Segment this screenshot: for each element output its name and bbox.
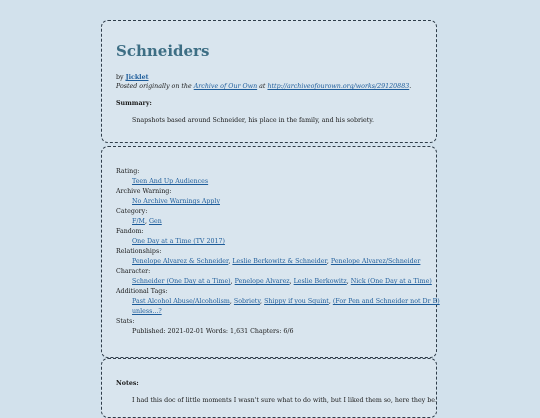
category-label: Category: <box>116 208 148 215</box>
author-link[interactable]: Jicklet <box>125 74 149 81</box>
rating-link[interactable]: Teen And Up Audiences <box>132 178 209 185</box>
period: . <box>409 83 412 90</box>
rating-label: Rating: <box>116 168 140 175</box>
character-link[interactable]: Nick (One Day at a Time) <box>350 278 432 285</box>
work-title: Schneiders <box>116 42 210 60</box>
work-header-box <box>101 20 437 143</box>
category-value: F/M, Gen <box>132 218 162 225</box>
work-meta-box <box>101 146 440 358</box>
relationships-value: Penelope Alvarez & Schneider, Leslie Berkowitz & Schneider, Penelope Alvarez/Schneider <box>132 258 421 265</box>
summary-text: Snapshots based around Schneider, his place in the family, and his sobriety. <box>132 117 374 124</box>
stats-value: Published: 2021-02-01 Words: 1,631 Chapters: 6/6 <box>132 328 294 335</box>
tags-label: Additional Tags: <box>116 288 168 295</box>
by-prefix: by <box>116 74 124 81</box>
category-link-gen[interactable]: Gen <box>148 218 162 225</box>
tag-link[interactable]: Past Alcohol Abuse/Alcoholism <box>132 298 230 305</box>
tags-value-line2 <box>132 308 162 316</box>
character-link[interactable]: Leslie Berkowitz <box>293 278 347 285</box>
posted-prefix: Posted originally on the <box>116 83 192 90</box>
fandom-label: Fandom: <box>116 228 144 235</box>
byline <box>116 74 149 82</box>
character-value: Schneider (One Day at a Time), Penelope Alvarez, Leslie Berkowitz, Nick (One Day at a Time) <box>132 278 432 285</box>
fandom-link[interactable]: One Day at a Time (TV 2017) <box>132 238 225 245</box>
stats-label: Stats: <box>116 318 135 325</box>
notes-box <box>101 358 437 418</box>
warning-label: Archive Warning: <box>116 188 172 195</box>
tag-link[interactable]: Sobriety <box>233 298 261 305</box>
tag-link[interactable]: unless...? <box>132 308 162 315</box>
relationship-link[interactable]: Penelope Alvarez/Schneider <box>330 258 421 265</box>
relationship-link[interactable]: Penelope Alvarez & Schneider <box>132 258 229 265</box>
relationships-label: Relationships: <box>116 248 162 255</box>
posted-line <box>116 83 411 91</box>
tags-value-line1: Past Alcohol Abuse/Alcoholism, Sobriety, Shippy if you Squint, (For Pen and Schneider not Dr B) <box>132 298 440 305</box>
summary-label: Summary: <box>116 100 152 107</box>
category-link-fm[interactable]: F/M <box>132 218 145 225</box>
warning-link[interactable]: No Archive Warnings Apply <box>132 198 220 205</box>
at-text: at <box>259 83 266 90</box>
fandom-value <box>132 238 225 246</box>
character-link[interactable]: Schneider (One Day at a Time) <box>132 278 231 285</box>
work-url-link[interactable]: http://archiveofourown.org/works/29120883 <box>267 83 410 90</box>
character-label: Character: <box>116 268 151 275</box>
archive-link[interactable]: Archive of Our Own <box>193 83 258 90</box>
notes-label: Notes: <box>116 380 139 387</box>
character-link[interactable]: Penelope Alvarez <box>234 278 290 285</box>
warning-value <box>132 198 220 206</box>
relationship-link[interactable]: Leslie Berkowitz & Schneider <box>232 258 327 265</box>
notes-text: I had this doc of little moments I wasn't sure what to do with, but I liked them so, here they be. <box>132 397 437 404</box>
tag-link[interactable]: (For Pen and Schneider not Dr B) <box>332 298 440 305</box>
tag-link[interactable]: Shippy if you Squint <box>264 298 329 305</box>
rating-value <box>132 178 208 186</box>
